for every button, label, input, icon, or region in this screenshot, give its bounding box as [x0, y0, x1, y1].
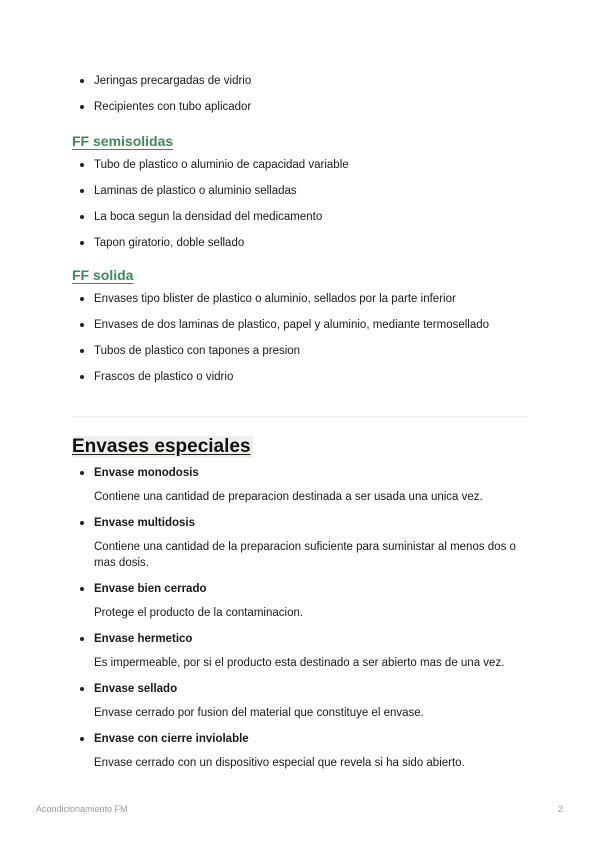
- list-item: Tubo de plastico o aluminio de capacidad variable: [78, 158, 538, 172]
- item-term: Envase sellado: [94, 683, 178, 695]
- container-list: [78, 74, 538, 126]
- section-divider: [72, 416, 528, 417]
- list-item: Jeringas precargadas de vidrio: [78, 74, 538, 88]
- item-description: Es impermeable, por si el producto esta destinado a ser abierto mas de una vez.: [94, 657, 505, 669]
- list-item: [78, 732, 538, 771]
- list-item: [78, 682, 538, 721]
- section-title: Envases especiales: [72, 436, 251, 457]
- semisolid-heading: FF semisolidas: [72, 133, 174, 149]
- item-term: Envase con cierre inviolable: [94, 733, 249, 745]
- footer-title: Acondicionamiento FM: [36, 804, 128, 814]
- item-term: Envase monodosis: [94, 467, 199, 479]
- item-term: Envase multidosis: [94, 517, 195, 529]
- list-item: Envases tipo blister de plastico o aluminio, sellados por la parte inferior: [78, 292, 538, 306]
- special-containers-list: [78, 466, 538, 782]
- item-description: Contiene una cantidad de preparacion destinada a ser usada una unica vez.: [94, 491, 483, 503]
- list-item: [78, 466, 538, 505]
- list-item: [78, 582, 538, 621]
- list-item: Tubos de plastico con tapones a presion: [78, 344, 538, 358]
- item-description: Contiene una cantidad de la preparacion suficiente para suministar al menos dos o mas dosis.: [94, 541, 516, 569]
- item-description: Envase cerrado con un dispositivo especial que revela si ha sido abierto.: [94, 757, 465, 769]
- item-term: Envase hermetico: [94, 633, 193, 645]
- list-item: Laminas de plastico o aluminio selladas: [78, 184, 538, 198]
- list-item: [78, 516, 538, 571]
- semisolid-list: [78, 158, 538, 262]
- list-item: Frascos de plastico o vidrio: [78, 370, 538, 384]
- list-item: La boca segun la densidad del medicamento: [78, 210, 538, 224]
- list-item: [78, 632, 538, 671]
- item-description: Protege el producto de la contaminacion.: [94, 607, 304, 619]
- list-item: Tapon giratorio, doble sellado: [78, 236, 538, 250]
- page-number: 2: [557, 804, 563, 814]
- item-term: Envase bien cerrado: [94, 583, 207, 595]
- solid-heading: FF solida: [72, 267, 134, 283]
- solid-list: [78, 292, 538, 396]
- list-item: Recipientes con tubo aplicador: [78, 100, 538, 114]
- item-description: Envase cerrado por fusion del material que constituye el envase.: [94, 707, 424, 719]
- list-item: Envases de dos laminas de plastico, papel y aluminio, mediante termosellado: [78, 318, 538, 332]
